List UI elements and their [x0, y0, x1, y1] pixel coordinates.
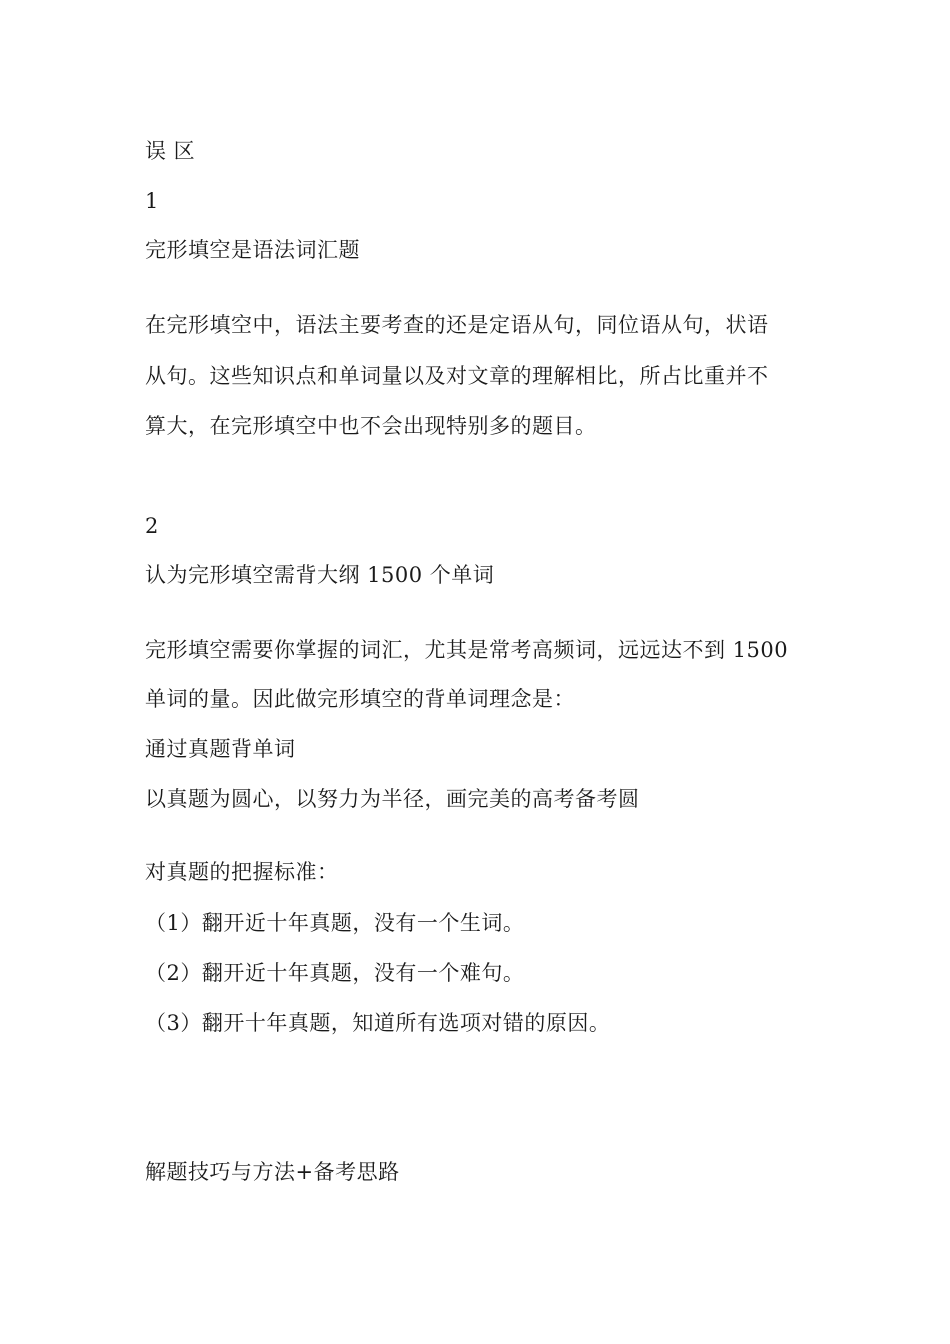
next-section-title: 解题技巧与方法+备考思路 — [145, 1160, 400, 1184]
paragraph-2-line-1: 完形填空需要你掌握的词汇，尤其是常考高频词，远远达不到 1500 — [145, 638, 789, 662]
section-title: 误 区 — [145, 139, 196, 163]
standard-item-1: （1）翻开近十年真题，没有一个生词。 — [145, 911, 525, 935]
paragraph-1-line-1: 在完形填空中，语法主要考查的还是定语从句，同位语从句，状语 — [145, 313, 769, 337]
paragraph-2-line-2: 单词的量。因此做完形填空的背单词理念是： — [145, 687, 575, 711]
method-line: 通过真题背单词 — [145, 737, 296, 761]
item-heading-2: 认为完形填空需背大纲 1500 个单词 — [145, 563, 495, 587]
item-number-1: 1 — [145, 189, 159, 213]
paragraph-1-line-3: 算大，在完形填空中也不会出现特别多的题目。 — [145, 414, 597, 438]
standard-item-2: （2）翻开近十年真题，没有一个难句。 — [145, 961, 525, 985]
paragraph-1-line-2: 从句。这些知识点和单词量以及对文章的理解相比，所占比重并不 — [145, 364, 769, 388]
item-number-2: 2 — [145, 514, 159, 538]
standard-item-3: （3）翻开十年真题，知道所有选项对错的原因。 — [145, 1011, 611, 1035]
item-heading-1: 完形填空是语法词汇题 — [145, 238, 360, 262]
motto-line: 以真题为圆心，以努力为半径，画完美的高考备考圆 — [145, 787, 640, 811]
standard-title: 对真题的把握标准： — [145, 860, 339, 884]
